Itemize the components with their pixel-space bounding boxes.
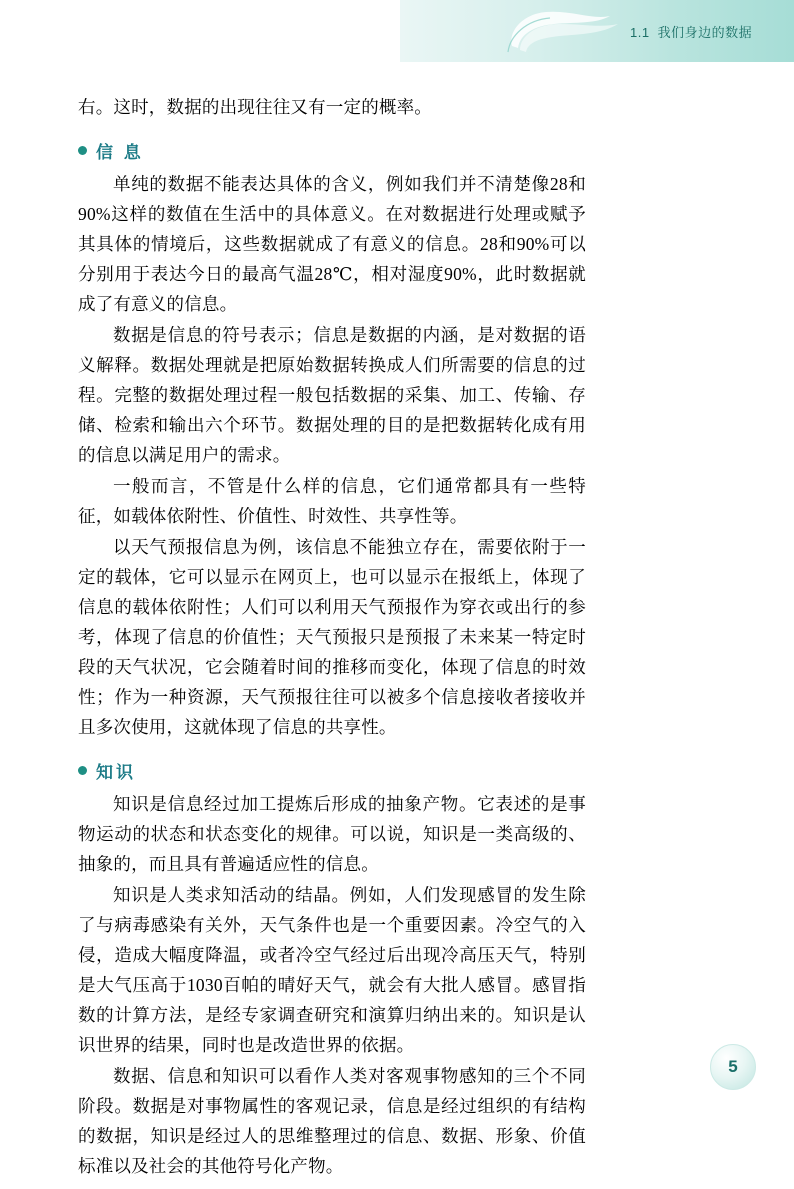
header-chapter: [630, 22, 780, 41]
section-body: [78, 169, 586, 742]
paragraph: 单纯的数据不能表达具体的含义，例如我们并不清楚像28和90%这样的数值在生活中的具体意义。在对数据进行处理或赋予其具体的情境后，这些数据就成了有意义的信息。28和90%可以分别用于表达今日的最高气温28℃，相对湿度90%，此时数据就成了有意义的信息。: [78, 174, 586, 314]
paragraph: 一般而言，不管是什么样的信息，它们通常都具有一些特征，如载体依附性、价值性、时效性、共享性等。: [78, 476, 586, 526]
section-information: [78, 138, 586, 742]
bullet-dot-icon: [78, 766, 87, 775]
bullet-dot-icon: [78, 146, 87, 155]
page-number-text: 5: [728, 1057, 738, 1076]
section-knowledge: [78, 758, 586, 1181]
header-chapter-title: 我们身边的数据: [657, 25, 753, 40]
section-body: [78, 789, 586, 1181]
section-title: 知识: [96, 763, 136, 782]
page-number: [704, 1044, 756, 1090]
section-heading: [78, 758, 586, 783]
header-chapter-number: 1.1: [630, 25, 650, 40]
continued-paragraph: 右。这时，数据的出现往往又有一定的概率。: [78, 97, 432, 117]
section-title: 信 息: [96, 143, 144, 162]
paragraph: 以天气预报信息为例，该信息不能独立存在，需要依附于一定的载体，它可以显示在网页上，也可以显示在报纸上，体现了信息的载体依附性；人们可以利用天气预报作为穿衣或出行的参考，体现了信息的价值性；天气预报只是预报了未来某一特定时段的天气状况，它会随着时间的推移而变化，体现了信息的时效性；作为一种资源，天气预报往往可以被多个信息接收者接收并且多次使用，这就体现了信息的共享性。: [78, 537, 586, 737]
page-content: [78, 92, 586, 1189]
paragraph: 数据是信息的符号表示；信息是数据的内涵，是对数据的语义解释。数据处理就是把原始数据转换成人们所需要的信息的过程。完整的数据处理过程一般包括数据的采集、加工、传输、存储、检索和输出六个环节。数据处理的目的是把数据转化成有用的信息以满足用户的需求。: [78, 325, 586, 465]
paragraph: 知识是信息经过加工提炼后形成的抽象产物。它表述的是事物运动的状态和状态变化的规律。可以说，知识是一类高级的、抽象的，而且具有普遍适应性的信息。: [78, 794, 586, 874]
paragraph: 知识是人类求知活动的结晶。例如，人们发现感冒的发生除了与病毒感染有关外，天气条件也是一个重要因素。冷空气的入侵，造成大幅度降温，或者冷空气经过后出现冷高压天气，特别是大气压高于1030百帕的晴好天气，就会有大批人感冒。感冒指数的计算方法，是经专家调查研究和演算归纳出来的。知识是认识世界的结果，同时也是改造世界的依据。: [78, 885, 586, 1055]
paragraph: 数据、信息和知识可以看作人类对客观事物感知的三个不同阶段。数据是对事物属性的客观记录，信息是经过组织的有结构的数据，知识是经过人的思维整理过的信息、数据、形象、价值标准以及社会的其他符号化产物。: [78, 1066, 586, 1176]
section-heading: [78, 138, 586, 163]
